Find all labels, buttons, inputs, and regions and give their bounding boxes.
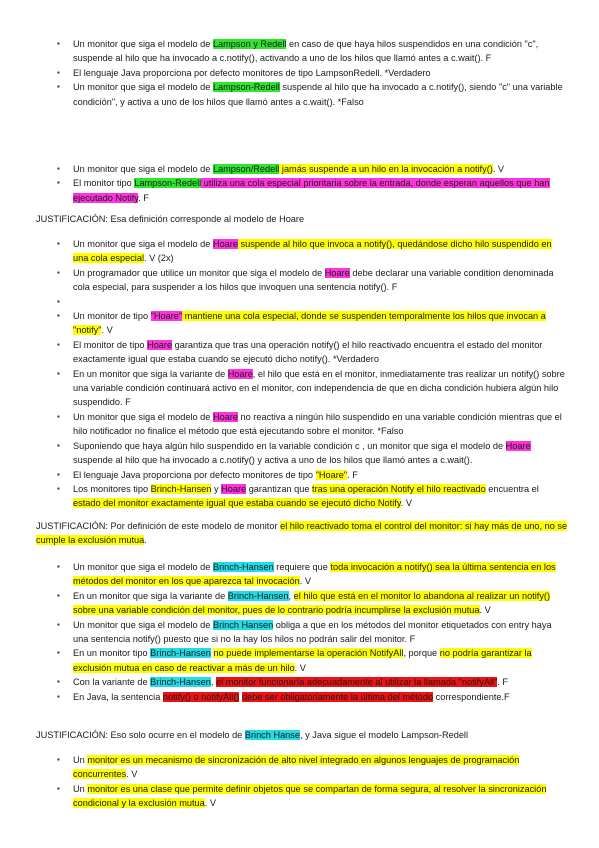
question-item <box>0 295 599 309</box>
question-item <box>0 176 599 205</box>
text-segment: requiere que <box>273 562 331 572</box>
highlighted-text: mantiene una cola especial, donde se suspenden temporalmente los hilos que invocan a "notify" <box>73 311 546 336</box>
question-item <box>0 646 599 675</box>
question-item <box>0 753 599 782</box>
text-segment: . V <box>492 164 505 174</box>
text-segment: Un monitor que siga el modelo de <box>73 239 213 249</box>
text-segment: En un monitor tipo <box>73 648 151 659</box>
justification-1 <box>0 212 599 226</box>
highlighted-text: monitor <box>87 755 118 765</box>
question-item <box>0 66 599 80</box>
question-list-1 <box>0 37 599 109</box>
highlighted-text: Lampson-Redell <box>212 82 280 93</box>
highlighted-text: el hilo reactivado toma el control del monitor: si hay más de uno, no se cumple la exclusión mutua <box>36 521 568 546</box>
text-segment: garantizan que <box>246 483 313 494</box>
highlighted-text: Hoare <box>147 339 173 350</box>
text-segment: JUSTIFICACIÓN: Esa definición corresponde al modelo de Hoare <box>36 214 305 224</box>
text-segment: . V <box>294 662 306 673</box>
text-segment: Un monitor que siga el modelo de <box>73 164 213 174</box>
highlighted-text: Hoare <box>212 411 238 422</box>
text-segment: , <box>288 590 294 601</box>
text-segment: El monitor tipo <box>73 178 135 189</box>
highlighted-text: el hilo que está en el monitor lo abandona al realizar un notify() sobre una variable condición del monitor, pues de lo contrario podría incumplirse la exclusión mutua <box>73 590 551 616</box>
text-segment: En un monitor que siga la variante de <box>73 368 228 379</box>
text-segment: . V (2x) <box>144 253 174 264</box>
question-item <box>0 589 599 618</box>
question-item <box>0 618 599 647</box>
question-list-3 <box>0 237 599 511</box>
text-segment: encuentra el <box>485 483 539 494</box>
justification-3 <box>0 728 599 742</box>
highlighted-text: Lampson/Redell <box>212 164 280 174</box>
justification-2 <box>0 519 599 548</box>
text-segment: Un <box>73 783 88 794</box>
text-segment: , <box>210 677 217 688</box>
highlighted-text: Hoare <box>221 483 247 494</box>
highlighted-text: notify() o notifyAll() <box>162 691 240 702</box>
highlighted-text: "Hoare" <box>150 311 183 322</box>
question-item <box>0 266 599 295</box>
highlighted-text: no podría garantizar la exclusión mutua en caso de reactivar a más de un hilo <box>73 648 532 673</box>
text-segment: suspende al hilo que ha invocado a c.notify(), siendo "c" una variable condición", y activa a uno de los hilos que llamó antes a c.wait(). *Falso <box>73 82 563 107</box>
text-segment: El lenguaje Java proporciona por defecto monitores de tipo <box>73 469 316 480</box>
highlighted-text: Brinch-Hansen <box>212 562 274 572</box>
text-segment: . V <box>299 576 311 587</box>
text-segment: . <box>144 535 147 546</box>
question-item <box>0 439 599 468</box>
text-segment: Los monitores tipo <box>73 483 151 494</box>
question-item <box>0 162 599 176</box>
text-segment: Un monitor que siga el modelo de <box>73 562 213 572</box>
highlighted-text: es un mecanismo de sincronización de alto nivel integrado en algunos lenguajes de programación concurrentes <box>73 755 520 780</box>
text-segment: Un monitor que siga el modelo de <box>73 619 213 630</box>
text-segment: obliga a que en los métodos del monitor etiquetados con entry haya una sentencia notify() puesto que si no la hay los hilos no podrán salir del monitor. F <box>73 619 552 645</box>
highlighted-text: Brinch Hansen <box>212 619 274 630</box>
highlighted-text: debe ser obligatoriamente la última del método <box>242 691 434 702</box>
highlighted-text: Lampson-Redell <box>134 178 202 189</box>
highlighted-text: jamás suspende a un hilo en la invocación a notify() <box>279 164 493 174</box>
question-item <box>0 37 599 66</box>
text-segment: en caso de que haya hilos suspendidos en una condición "c", suspende al hilo que ha invocado a c.notify(), activando a uno de los hilos que llamó antes a c.wait(). F <box>73 39 539 64</box>
highlighted-text: Hoare <box>324 267 350 278</box>
text-segment: En un monitor que siga la variante de <box>73 590 228 601</box>
question-item <box>0 468 599 482</box>
text-segment: , porque <box>403 648 440 659</box>
highlighted-text: suspende al hilo que invoca a notify(), quedándose dicho hilo suspendido en una cola especial <box>73 239 552 264</box>
highlighted-text: Brinch-Hansen <box>150 648 211 659</box>
highlighted-text: monitor <box>87 783 118 794</box>
highlighted-text: el monitor funcionaría adecuadamente al utilizar la llamada "notifyAll" <box>216 677 498 688</box>
text-segment: . V <box>204 798 216 809</box>
highlighted-text: es una clase que permite definir objetos que se compartan de forma segura, al resolver la sincronización condicional y la exclusión mutua <box>73 783 547 809</box>
text-segment: Un monitor que siga el modelo de <box>73 82 213 93</box>
question-item <box>0 560 599 589</box>
highlighted-text: Lampson y Redell <box>212 39 287 49</box>
text-segment: . F <box>347 469 358 480</box>
question-item <box>0 367 599 410</box>
text-segment: En Java, la sentencia <box>73 691 163 702</box>
text-segment: y <box>211 483 222 494</box>
question-item <box>0 80 599 109</box>
highlighted-text: toda invocación a notify() sea la última sentencia en los métodos del monitor en los que aparezca tal invocación <box>73 562 556 587</box>
question-list-5 <box>0 753 599 811</box>
highlighted-text: no puede implementarse la operación NotifyAll <box>213 648 404 659</box>
highlighted-text: tras una operación Notify el hilo reactivado <box>312 483 486 494</box>
text-segment: JUSTIFICACIÓN: Eso solo ocurre en el modelo de <box>36 730 245 740</box>
question-item <box>0 690 599 704</box>
highlighted-text: Brinch-Hansen <box>227 590 289 601</box>
highlighted-text: Brinch Hanse <box>244 730 300 740</box>
text-segment: suspende al hilo que ha invocado a c.notify() y activa a uno de los hilos que llamó antes a c.wait(). <box>73 455 473 466</box>
question-item <box>0 675 599 689</box>
text-segment: . V <box>400 498 412 509</box>
text-segment: correspondiente.F <box>433 691 510 702</box>
text-segment: Suponiendo que haya algún hilo suspendido en la variable condición c , un monitor que siga el modelo de <box>73 440 506 451</box>
text-segment: garantiza que tras una operación notify() el hilo reactivado encuentra el estado del monitor exactamente igual que estaba cuando se ejecutó dicho notify(). *Verdadero <box>73 339 543 365</box>
highlighted-text: utiliza una cola especial prioritaria sobre la entrada, donde esperan aquellos que han ejecutado Notify <box>73 178 550 203</box>
text-segment: Un programador que utilice un monitor que siga el modelo de <box>73 267 325 278</box>
text-segment: , y Java sigue el modelo Lampson-Redell <box>300 730 469 740</box>
highlighted-text: Hoare <box>212 239 238 249</box>
question-list-2 <box>0 162 599 205</box>
question-item <box>0 782 599 811</box>
text-segment: El lenguaje Java proporciona por defecto monitores de tipo <box>73 67 316 78</box>
text-segment: . V <box>101 325 113 336</box>
text-segment: Un <box>73 755 88 765</box>
question-item <box>0 482 599 511</box>
question-item <box>0 338 599 367</box>
highlighted-text: Brinch-Hansen <box>150 677 211 688</box>
highlighted-text: Hoare <box>227 368 253 379</box>
text-segment: LampsonRedell <box>315 67 380 78</box>
highlighted-text: Brinch-Hansen <box>150 483 212 494</box>
text-segment: . F <box>497 677 509 688</box>
question-list-4 <box>0 560 599 704</box>
highlighted-text: Hoare <box>505 440 531 451</box>
text-segment: debe declarar una variable condition denominada cola especial, para suspender a los hilos que invoquen una sentencia notify(). F <box>73 267 554 293</box>
highlighted-text: "Hoare" <box>315 469 348 480</box>
text-segment: Un monitor que siga el modelo de <box>73 39 213 49</box>
text-segment: . F <box>138 192 149 203</box>
text-segment: , el hilo que está en el monitor, inmediatamente tras realizar un notify() sobre una variable condición continuará activo en el monitor, con independencia de que en dicha condición hubiera algún hilo suspendido. F <box>73 368 565 408</box>
question-item <box>0 237 599 266</box>
text-segment: . V <box>126 769 138 780</box>
text-segment: Con la variante de <box>73 677 151 688</box>
question-item <box>0 309 599 338</box>
text-segment: Un monitor que siga el modelo de <box>73 411 213 422</box>
text-segment: . V <box>479 605 491 616</box>
highlighted-text: estado del monitor exactamente igual que estaba cuando se ejecutó dicho Notify <box>73 498 401 509</box>
text-segment: no reactiva a ningún hilo suspendido en una variable condición mientras que el hilo notificador no finalice el método que está ejecutando sobre el monitor. *Falso <box>73 411 562 437</box>
question-item <box>0 410 599 439</box>
text-segment: Un monitor de tipo <box>73 311 151 322</box>
text-segment: . *Verdadero <box>379 67 431 78</box>
text-segment: JUSTIFICACIÓN: Por definición de este modelo de monitor <box>36 521 281 531</box>
text-segment: El monitor de tipo <box>73 339 148 350</box>
